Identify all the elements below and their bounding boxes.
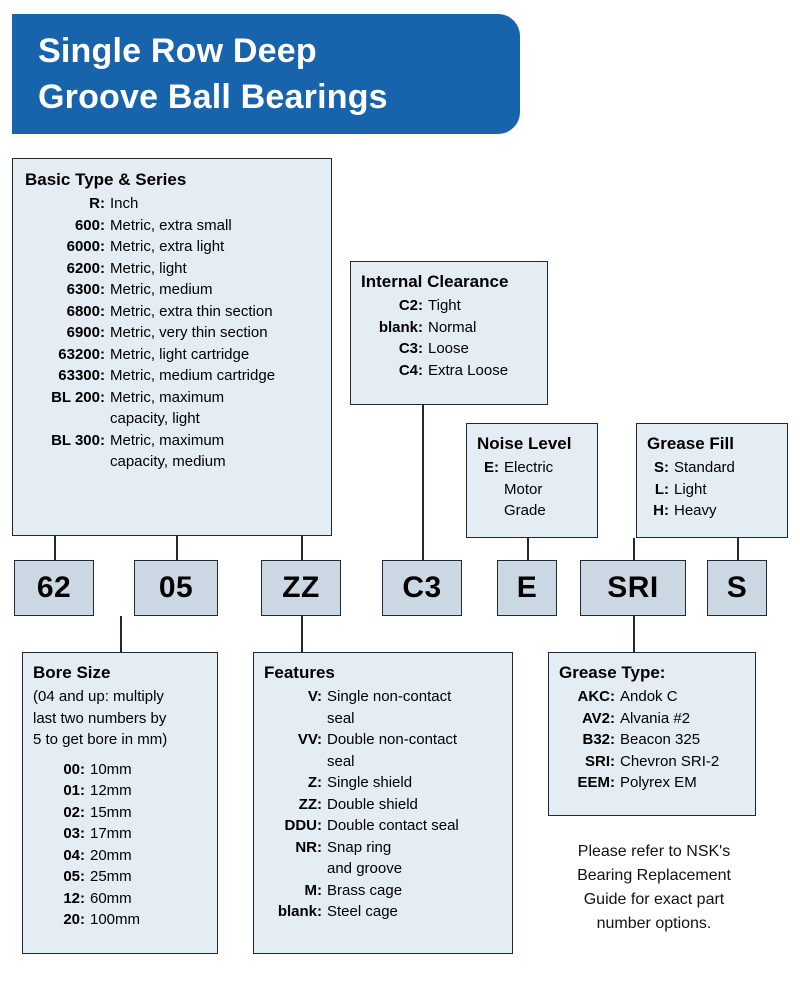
item-value: Single non-contact [327, 688, 452, 705]
item-key: B32: [582, 731, 615, 748]
item-value: Tight [428, 297, 461, 314]
item-value: Beacon 325 [620, 731, 701, 748]
item-key: VV: [297, 731, 322, 748]
item-key: Z: [307, 774, 322, 791]
item-key [477, 500, 499, 522]
item-key: 63300: [58, 367, 105, 384]
item-key: 6200: [66, 259, 105, 277]
item-key: NR: [295, 838, 322, 856]
chip-series-label: 62 [36, 571, 72, 604]
list-item [477, 479, 587, 501]
list-item [264, 880, 502, 902]
chip-noise-label: E [516, 571, 538, 604]
item-key: 03: [63, 825, 85, 842]
item-value: seal [327, 752, 355, 770]
item-value: 60mm [90, 889, 132, 907]
item-value: Double shield [327, 795, 418, 813]
item-key: 04: [63, 846, 85, 864]
chip-clearance-label: C3 [402, 571, 442, 604]
item-value: Metric, medium cartridge [110, 367, 276, 384]
connector-noise-top [527, 538, 529, 560]
list-item [33, 780, 207, 802]
list-item [33, 802, 207, 824]
note-text: (04 and up: multiply [33, 688, 164, 705]
features-heading: Features [264, 663, 335, 682]
item-key [477, 479, 499, 501]
list-item [25, 365, 319, 387]
grease-fill-heading: Grease Fill [647, 434, 734, 453]
internal-clearance-list [361, 295, 537, 381]
chip-grease-type-label: SRI [607, 571, 659, 604]
page-title-line-1: Single Row Deep [38, 32, 317, 70]
connector-bore-bottom [120, 616, 122, 652]
item-key: H: [653, 502, 669, 519]
list-item [33, 909, 207, 931]
item-value: Andok C [620, 688, 678, 705]
item-key: C3: [398, 340, 423, 357]
item-key: 6000: [66, 238, 105, 255]
item-key: 01: [63, 782, 85, 799]
connector-series-top [54, 536, 56, 560]
list-item [25, 301, 319, 323]
chip-grease-type[interactable] [580, 560, 686, 616]
item-value: Metric, maximum [110, 431, 225, 449]
item-key: 6800: [66, 302, 105, 320]
footer-note-line: Please refer to NSK's [577, 843, 731, 860]
item-key: ZZ: [298, 795, 322, 813]
item-key: blank: [378, 318, 423, 336]
list-item [477, 500, 587, 522]
connector-grease-fill-top [737, 538, 739, 560]
list-item [264, 815, 502, 837]
item-value: Brass cage [327, 881, 403, 899]
item-value: Polyrex EM [620, 774, 697, 791]
item-key: BL 200: [51, 388, 105, 406]
list-item [264, 729, 502, 751]
connector-grease-type-bottom [633, 616, 635, 652]
item-value: 17mm [90, 825, 132, 842]
item-value: and groove [327, 860, 403, 877]
connector-bore-top [176, 536, 178, 560]
item-key [25, 451, 105, 473]
list-item [361, 360, 537, 382]
item-key: R: [89, 195, 105, 212]
item-value: Loose [428, 340, 469, 357]
list-item [33, 759, 207, 781]
item-key: BL 300: [51, 431, 105, 449]
note-text: 5 to get bore in mm) [33, 731, 168, 748]
item-key: EEM: [577, 774, 615, 791]
list-item [647, 500, 777, 522]
item-value: 12mm [90, 782, 132, 799]
item-key [264, 751, 322, 773]
connector-features-top [301, 536, 303, 560]
item-value: Normal [428, 318, 477, 336]
item-key: 00: [63, 760, 85, 778]
internal-clearance-heading: Internal Clearance [361, 272, 509, 291]
item-key: 6900: [66, 324, 105, 341]
bore-size-note-line [33, 686, 207, 708]
item-value: Heavy [674, 502, 717, 519]
list-item [25, 451, 319, 473]
footer-note-line: Guide for exact part [583, 891, 725, 908]
chip-clearance[interactable] [382, 560, 462, 616]
item-value: Motor [504, 480, 543, 498]
item-value: 100mm [90, 911, 141, 928]
footer-note-line: number options. [596, 915, 712, 932]
list-item [264, 751, 502, 773]
page-title [12, 14, 520, 134]
item-key [264, 708, 322, 730]
item-value: Metric, light [110, 259, 187, 277]
item-key: V: [307, 688, 322, 705]
basic-type-series-box [12, 158, 332, 536]
item-key: AKC: [577, 688, 615, 705]
item-value: Metric, extra thin section [110, 302, 273, 320]
chip-features[interactable] [261, 560, 341, 616]
item-value: Single shield [327, 774, 413, 791]
grease-fill-box [636, 423, 788, 538]
list-item [25, 236, 319, 258]
internal-clearance-box [350, 261, 548, 405]
chip-grease-fill-label: S [726, 571, 748, 604]
chip-bore[interactable] [134, 560, 218, 616]
item-value: Metric, maximum [110, 388, 225, 406]
item-key: C4: [398, 361, 423, 379]
list-item [264, 837, 502, 859]
list-item [25, 215, 319, 237]
list-item [559, 772, 745, 794]
bore-size-note-line [33, 708, 207, 730]
connector-grease-type-top [633, 538, 635, 560]
bore-size-heading: Bore Size [33, 663, 111, 682]
item-value: Standard [674, 459, 735, 476]
features-box [253, 652, 513, 954]
list-item [361, 338, 537, 360]
connector-features-bottom [301, 616, 303, 652]
features-list [264, 686, 502, 923]
item-value: capacity, medium [110, 453, 226, 470]
item-value: capacity, light [110, 410, 200, 427]
item-value: seal [327, 709, 355, 727]
bore-size-note-line [33, 729, 207, 751]
item-value: Metric, very thin section [110, 324, 268, 341]
item-value: Metric, light cartridge [110, 345, 250, 363]
item-value: Snap ring [327, 838, 392, 856]
item-key: C2: [398, 297, 423, 314]
noise-level-list [477, 457, 587, 522]
list-item [647, 457, 777, 479]
grease-type-heading: Grease Type: [559, 663, 666, 682]
item-value: Steel cage [327, 903, 398, 920]
chip-bore-label: 05 [158, 571, 194, 604]
note-text: last two numbers by [33, 709, 167, 727]
item-key [25, 408, 105, 430]
list-item [33, 823, 207, 845]
list-item [25, 193, 319, 215]
noise-level-heading: Noise Level [477, 434, 572, 453]
basic-type-series-list [25, 193, 319, 473]
list-item [264, 772, 502, 794]
list-item [25, 322, 319, 344]
item-key: 12: [63, 889, 85, 907]
list-item [25, 258, 319, 280]
item-value: Double non-contact [327, 731, 458, 748]
list-item [264, 708, 502, 730]
item-value: 20mm [90, 846, 132, 864]
item-value: Metric, extra small [110, 216, 232, 234]
list-item [33, 866, 207, 888]
item-key: AV2: [581, 709, 615, 727]
item-key: 600: [74, 216, 105, 234]
item-value: Alvania #2 [620, 709, 691, 727]
list-item [361, 295, 537, 317]
bore-size-list [33, 759, 207, 931]
footer-note [530, 840, 778, 936]
item-key: 6300: [66, 281, 105, 298]
item-value: Metric, medium [110, 281, 213, 298]
item-key: 02: [63, 803, 85, 821]
item-value: Extra Loose [428, 361, 509, 379]
item-key: M: [304, 881, 322, 899]
chip-noise[interactable] [497, 560, 557, 616]
item-value: Grade [504, 502, 546, 519]
grease-type-list [559, 686, 745, 794]
item-value: 15mm [90, 803, 132, 821]
list-item [264, 858, 502, 880]
item-key: 20: [63, 911, 85, 928]
list-item [264, 686, 502, 708]
bore-size-box [22, 652, 218, 954]
chip-features-label: ZZ [282, 571, 320, 604]
item-key: S: [654, 459, 669, 476]
list-item [25, 279, 319, 301]
list-item [647, 479, 777, 501]
list-item [33, 888, 207, 910]
grease-type-box [548, 652, 756, 816]
list-item [25, 387, 319, 409]
list-item [25, 430, 319, 452]
connector-clearance-top [422, 405, 424, 560]
list-item [559, 729, 745, 751]
list-item [361, 317, 537, 339]
item-key: 05: [63, 868, 85, 885]
item-key: blank: [277, 903, 322, 920]
item-value: 25mm [90, 868, 132, 885]
item-key: DDU: [284, 817, 322, 834]
item-value: Electric [504, 459, 554, 476]
item-key [264, 858, 322, 880]
item-value: Metric, extra light [110, 238, 225, 255]
item-value: 10mm [90, 760, 132, 778]
list-item [264, 901, 502, 923]
noise-level-box [466, 423, 598, 538]
chip-series[interactable] [14, 560, 94, 616]
list-item [559, 751, 745, 773]
item-value: Double contact seal [327, 817, 459, 834]
item-key: L: [654, 480, 669, 498]
item-value: Chevron SRI-2 [620, 752, 720, 770]
item-value: Inch [110, 195, 139, 212]
item-key: 63200: [58, 345, 105, 363]
list-item [559, 708, 745, 730]
grease-fill-list [647, 457, 777, 522]
basic-type-series-heading: Basic Type & Series [25, 170, 187, 189]
list-item [25, 344, 319, 366]
list-item [477, 457, 587, 479]
list-item [33, 845, 207, 867]
chip-grease-fill[interactable] [707, 560, 767, 616]
item-key: SRI: [585, 752, 615, 770]
page-title-line-2: Groove Ball Bearings [38, 78, 388, 116]
list-item [25, 408, 319, 430]
list-item [559, 686, 745, 708]
footer-note-line: Bearing Replacement [577, 867, 731, 884]
item-value: Light [674, 480, 707, 498]
list-item [264, 794, 502, 816]
item-key: E: [484, 459, 499, 476]
